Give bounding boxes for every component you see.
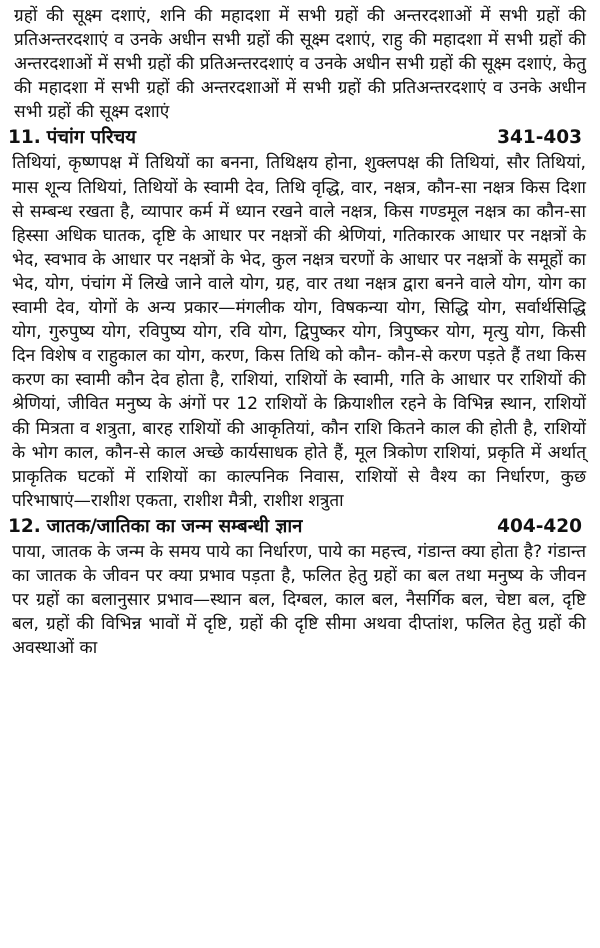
section-12 — [8, 513, 586, 660]
section-number: 12. — [8, 515, 41, 537]
section-page-range: 404-420 — [497, 515, 582, 537]
section-heading — [8, 513, 586, 540]
section-body: पाया, जातक के जन्म के समय पाये का निर्धारण, पाये का महत्त्व, गंडान्त क्या होता है? गंडान्त का जातक के जीवन पर क्या प्रभाव पड़ता है, फलित हेतु ग्रहों का बल तथा मनुष्य के जीवन पर ग्रहों का बलानुसार प्रभाव—स्थान बल, दिग्बल, काल बल, नैसर्गिक बल, चेष्टा बल, दृष्टि बल, ग्रहों की विभिन्न भावों में दृष्टि, ग्रहों की दृष्टि सीमा अथवा दीप्तांश, फलित हेतु ग्रहों की अवस्थाओं का — [12, 541, 586, 659]
section-body: तिथियां, कृष्णपक्ष में तिथियों का बनना, तिथिक्षय होना, शुक्लपक्ष की तिथियां, सौर तिथियां, मास शून्य तिथियां, तिथियों के स्वामी देव, तिथि वृद्धि, वार, नक्षत्र, कौन-सा नक्षत्र किस दिशा से सम्बन्ध रखता है, व्यापार कर्म में ध्यान रखने वाले नक्षत्र, किस गण्डमूल नक्षत्र का कौन-सा हिस्सा अधिक घातक, दृष्टि के आधार पर नक्षत्रों की श्रेणियां, गतिकारक आधार पर नक्षत्रों के भेद, स्वभाव के आधार पर नक्षत्रों के भेद, कुल नक्षत्र चरणों के आधार पर नक्षत्रों के समूहों का भेद, योग, पंचांग में लिखे जाने वाले योग, ग्रह, वार तथा नक्षत्र द्वारा बनने वाले योग, योग का स्वामी देव, योगों के अन्य प्रकार—मंगलीक योग, विषकन्या योग, सिद्धि योग, सर्वार्थसिद्धि योग, गुरुपुष्य योग, रविपुष्य योग, रवि योग, द्विपुष्कर योग, त्रिपुष्कर योग, मृत्यु योग, किसी दिन विशेष व राहुकाल का योग, करण, किस तिथि को कौन- कौन-से करण पड़ते हैं तथा किस करण का स्वामी कौन देव होता है, राशियां, राशियों के स्वामी, गति के आधार पर राशियों की श्रेणियां, जीवित मनुष्य के अंगों पर 12 राशियों के क्रियाशील रहने के विभिन्न स्थान, राशियों की मित्रता व शत्रुता, बारह राशियों की आकृतियां, कौन राशि कितने काल की होती है, राशियों के भोग काल, कौन-से काल अच्छे कार्यसाधक होते हैं, मूल त्रिकोण राशियां, प्रकृति में अर्थात् प्राकृतिक घटकों में राशियों का काल्पनिक निवास, राशियों से वैश्य का निर्धारण, कुछ परिभाषाएं—राशीश एकता, राशीश मैत्री, राशीश शत्रुता — [12, 153, 586, 511]
section-page-range: 341-403 — [497, 127, 582, 149]
section-11 — [8, 124, 586, 512]
section-heading — [8, 124, 586, 151]
section-number: 11. — [8, 127, 41, 149]
intro-paragraph: ग्रहों की सूक्ष्म दशाएं, शनि की महादशा में सभी ग्रहों की अन्तरदशाओं में सभी ग्रहों की प्रतिअन्तरदशाएं व उनके अधीन सभी ग्रहों की सूक्ष्म दशाएं, राहु की महादशा में सभी ग्रहों की अन्तरदशाओं में सभी ग्रहों की प्रतिअन्तरदशाएं व उनके अधीन सभी ग्रहों की सूक्ष्म दशाएं, केतु की महादशा में सभी ग्रहों की अन्तरदशाओं में सभी ग्रहों की प्रतिअन्तरदशाएं व उनके अधीन सभी ग्रहों की सूक्ष्म दशाएं — [14, 6, 586, 123]
section-title: जातक/जातिका का जन्म सम्बन्धी ज्ञान — [46, 515, 303, 537]
section-title: पंचांग परिचय — [46, 127, 137, 149]
